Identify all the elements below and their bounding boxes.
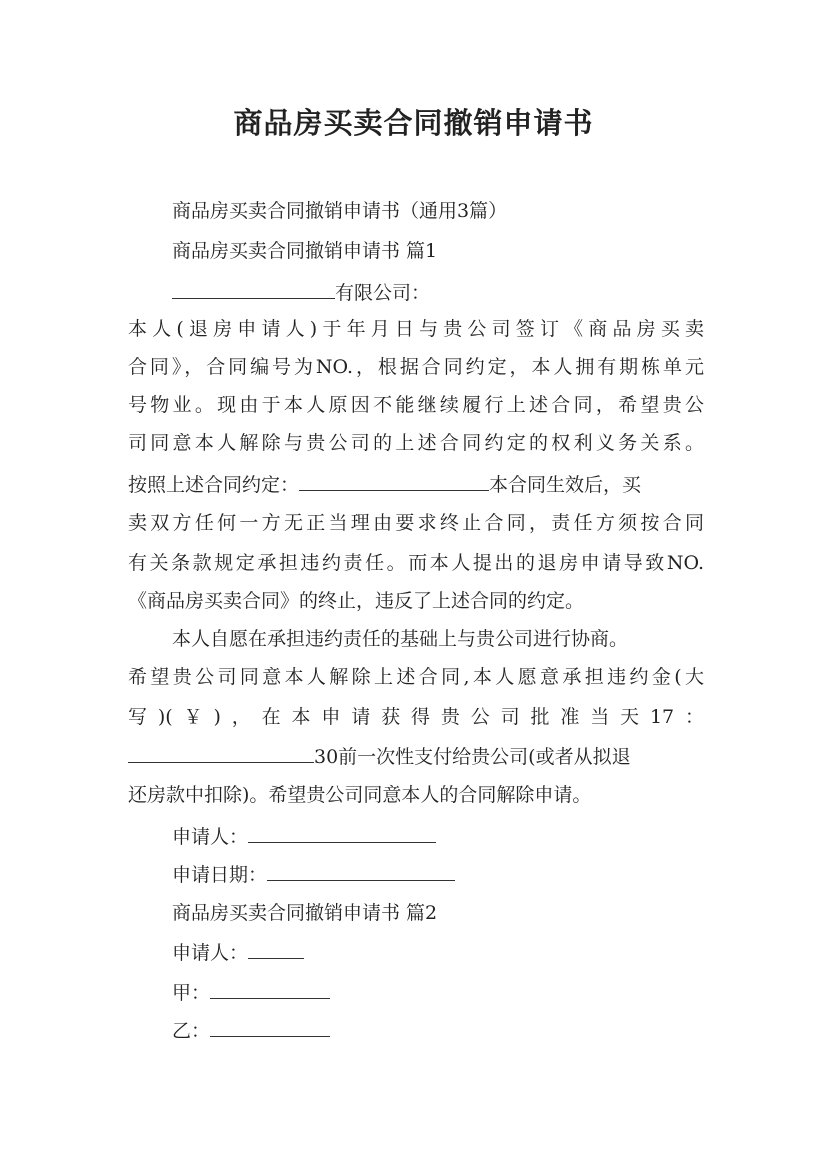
company-name-blank <box>172 276 335 299</box>
payment-time-blank <box>128 740 314 763</box>
paragraph-text: 本人自愿在承担违约责任的基础上与贵公司进行协商。 <box>172 628 629 650</box>
party-a-line <box>172 976 330 1008</box>
paragraph-1-line-1 <box>128 314 704 344</box>
paragraph-text: 还房款中扣除)。希望贵公司同意本人的合同解除申请。 <box>128 784 592 806</box>
paragraph-text: 司同意本人解除与贵公司的上述合同约定的权利义务关系。 <box>128 432 704 454</box>
applicant-label: 申请人： <box>172 826 249 848</box>
paragraph-text: 写)(￥)，在本申请获得贵公司批准当天17： <box>128 706 704 728</box>
paragraph-text: 按照上述合同约定： <box>128 474 300 496</box>
section-heading-text: 商品房买卖合同撤销申请书 篇1 <box>172 240 438 262</box>
section-heading-text: 商品房买卖合同撤销申请书 篇2 <box>172 902 438 924</box>
paragraph-2-line-3 <box>128 702 704 732</box>
document-title: 商品房买卖合同撤销申请书 <box>233 106 594 140</box>
party-b-blank <box>210 1014 330 1037</box>
application-date-blank <box>267 858 455 881</box>
paragraph-text: 合同》，合同编号为NO.，根据合同约定，本人拥有期栋单元 <box>128 356 704 378</box>
paragraph-2-line-5 <box>128 780 591 810</box>
addressee-text: 有限公司： <box>335 282 431 304</box>
applicant-label: 申请人： <box>172 942 249 964</box>
paragraph-1-line-2 <box>128 352 704 382</box>
agreement-blank <box>299 468 489 491</box>
paragraph-text: 《商品房买卖合同》的终止，违反了上述合同的约定。 <box>128 590 585 612</box>
applicant-blank <box>248 936 304 959</box>
subtitle-line <box>172 196 507 226</box>
paragraph-1-line-4 <box>128 428 704 458</box>
addressee-line <box>172 276 430 308</box>
paragraph-text: 本人(退房申请人)于年月日与贵公司签订《商品房买卖 <box>128 318 704 340</box>
application-date-label: 申请日期： <box>172 864 268 886</box>
section-heading-2 <box>172 898 437 928</box>
paragraph-2-line-2 <box>128 662 704 692</box>
paragraph-text: 30前一次性支付给贵公司(或者从拟退 <box>314 746 631 768</box>
paragraph-1-line-8 <box>128 586 584 616</box>
applicant-line-2 <box>172 936 304 968</box>
paragraph-1-line-6 <box>128 508 704 538</box>
paragraph-2-line-4 <box>128 740 631 772</box>
paragraph-1-line-3 <box>128 390 704 420</box>
paragraph-1-line-7 <box>128 548 704 578</box>
paragraph-text: 卖双方任何一方无正当理由要求终止合同，责任方须按合同 <box>128 512 704 534</box>
paragraph-text: 有关条款规定承担违约责任。而本人提出的退房申请导致NO. <box>128 552 704 574</box>
paragraph-text: 号物业。现由于本人原因不能继续履行上述合同，希望贵公 <box>128 394 704 416</box>
applicant-line <box>172 820 436 852</box>
party-b-line <box>172 1014 330 1046</box>
section-heading-1 <box>172 236 437 266</box>
subtitle-text: 商品房买卖合同撤销申请书（通用3篇） <box>172 200 508 222</box>
paragraph-text: 本合同生效后，买 <box>489 474 642 496</box>
party-a-label: 甲： <box>172 982 211 1004</box>
application-date-line <box>172 858 455 890</box>
paragraph-1-line-5 <box>128 468 641 500</box>
applicant-blank <box>248 820 436 843</box>
party-b-label: 乙： <box>172 1020 211 1042</box>
paragraph-2-line-1 <box>172 624 628 654</box>
party-a-blank <box>210 976 330 999</box>
paragraph-text: 希望贵公司同意本人解除上述合同,本人愿意承担违约金(大 <box>128 666 704 688</box>
